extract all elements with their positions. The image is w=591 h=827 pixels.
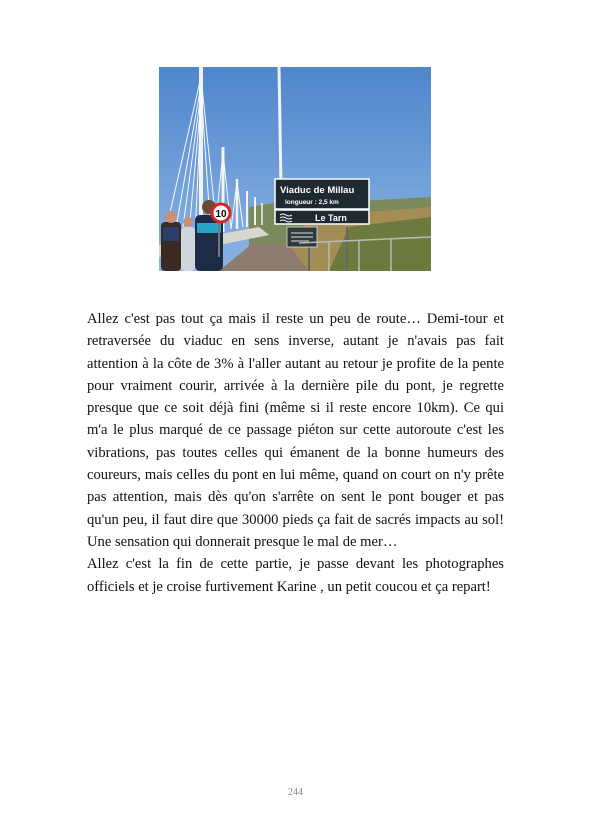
page-number: 244 bbox=[288, 787, 303, 798]
body-text bbox=[87, 308, 504, 598]
sign-length: longueur : 2,5 km bbox=[285, 199, 339, 206]
paragraph: Allez c'est la fin de cette partie, je passe devant les photographes officiels et je croise furtivement Karine , un petit coucou et ça repart! bbox=[87, 556, 504, 595]
viaduct-illustration bbox=[159, 67, 431, 271]
paragraph: Allez c'est pas tout ça mais il reste un peu de route… Demi-tour et retraversée du viaduc en sens inverse, autant je n'avais pas fait attention à la côte de 3% à l'aller autant au retour je profite de la pente pour vraiment courir, arrivée à la dernière pile du pont, je regrette presque que ce soit déjà fini (même si il reste encore 10km). Ce qui m'a le plus marqué de ce passage piéton sur cette autoroute c'est les vibrations, pas toutes celles qui émanent de la bonne humeurs des coureurs, mais celles du pont en lui même, quand on court on n'y prête pas attention, mais dès qu'on s'arrête on sent le pont bouger et pas qu'un peu, il faut dire que 30000 pieds ça fait de sacrés impacts au sol! Une sensation qui donnerait presque le mal de mer… bbox=[87, 311, 504, 550]
viaduct-photo bbox=[159, 67, 431, 271]
sign-river: Le Tarn bbox=[315, 213, 347, 223]
speed-limit-value: 10 bbox=[215, 209, 227, 220]
sign-title: Viaduc de Millau bbox=[280, 185, 355, 196]
